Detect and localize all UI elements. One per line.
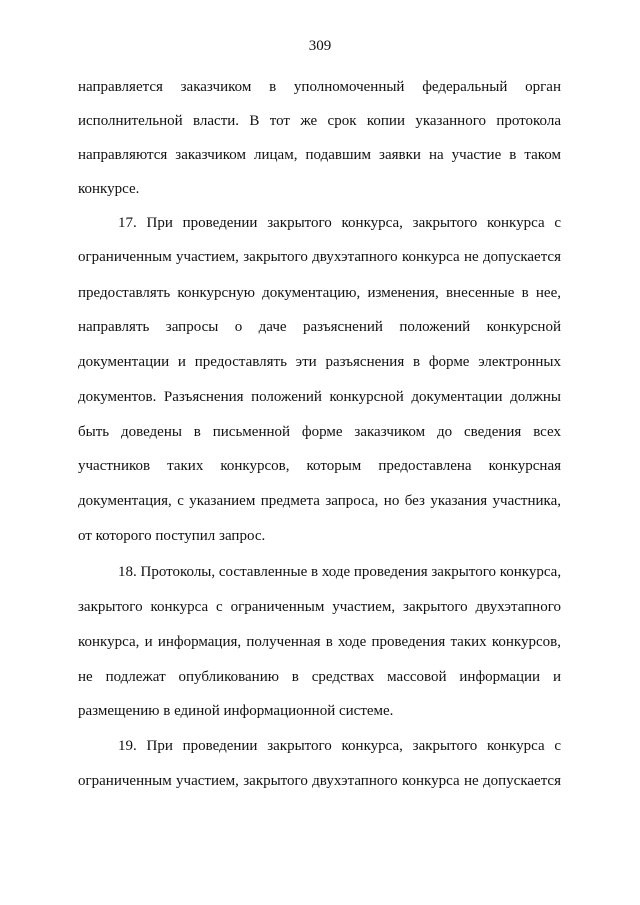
- text-line: документов. Разъяснения положений конкурсной документации должны: [78, 389, 561, 405]
- text-line: направляется заказчиком в уполномоченный федеральный орган: [78, 79, 561, 95]
- text-line: быть доведены в письменной форме заказчиком до сведения всех: [78, 424, 561, 440]
- text-line: документации и предоставлять эти разъяснения в форме электронных: [78, 354, 561, 370]
- text-line: документация, с указанием предмета запроса, но без указания участника,: [78, 493, 561, 509]
- text-line: не подлежат опубликованию в средствах массовой информации и: [78, 669, 561, 685]
- page-number: 309: [308, 38, 332, 54]
- text-line: направляются заказчиком лицам, подавшим заявки на участие в таком: [78, 147, 561, 163]
- text-line: конкурса, и информация, полученная в ходе проведения таких конкурсов,: [78, 634, 561, 650]
- text-line: предоставлять конкурсную документацию, изменения, внесенные в нее,: [78, 285, 561, 301]
- text-line: от которого поступил запрос.: [78, 528, 266, 544]
- text-line: 19. При проведении закрытого конкурса, закрытого конкурса с: [118, 738, 561, 754]
- text-line: закрытого конкурса с ограниченным участием, закрытого двухэтапного: [78, 599, 561, 615]
- text-line: исполнительной власти. В тот же срок копии указанного протокола: [78, 113, 561, 129]
- text-line: ограниченным участием, закрытого двухэтапного конкурса не допускается: [78, 773, 561, 789]
- text-line: направлять запросы о даче разъяснений положений конкурсной: [78, 319, 561, 335]
- text-line: конкурсе.: [78, 181, 140, 197]
- text-line: размещению в единой информационной системе.: [78, 703, 394, 719]
- text-line: участников таких конкурсов, которым предоставлена конкурсная: [78, 458, 561, 474]
- text-line: 18. Протоколы, составленные в ходе проведения закрытого конкурса,: [118, 564, 561, 580]
- text-line: 17. При проведении закрытого конкурса, закрытого конкурса с: [118, 215, 561, 231]
- text-line: ограниченным участием, закрытого двухэтапного конкурса не допускается: [78, 249, 561, 265]
